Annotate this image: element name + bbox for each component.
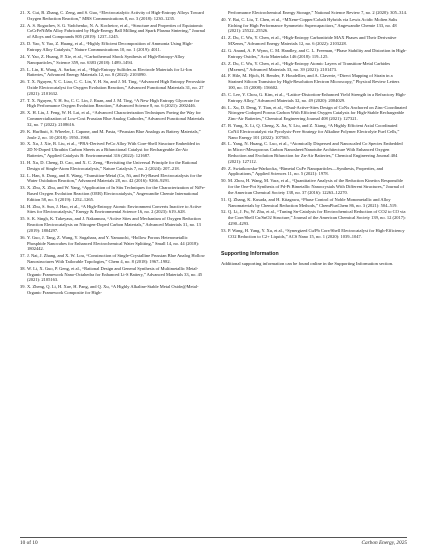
- reference-text: L. Lin, K. Wang, A. Sarkar, et al., “High-Entropy Sulfides as Electrode Materials for Li-Ion Batteries,” Advanced Energy Materials 12, no. 8 (2022): 2103090.: [27, 66, 192, 78]
- reference-item: [221, 228, 407, 240]
- reference-item: [221, 178, 407, 195]
- reference-item: [20, 216, 206, 233]
- reference-text: M. Zhou, H. Wang, M. Vara, et al., “Quantitative Analysis of the Reduction Kinetics Responsible for the One-Pot Synthesis of Pd-Pt Bimetallic Nanocrystals With Different Structures,” Journal of the American Chemical Society 138, no. 37 (2016): 12263–12270.: [228, 178, 404, 195]
- reference-item: [221, 92, 407, 104]
- reference-number: 33.: [20, 185, 26, 191]
- reference-text: H. Zhu, S. Sun, J. Hao, et al., “A High-Entropy Atomic Environment Converts Inactive to Active Sites for Electrocatalysis,” Energy & Environmental Science 16, no. 2 (2023): 619–628.: [27, 203, 202, 215]
- reference-item: [221, 209, 407, 226]
- reference-item: [221, 10, 407, 16]
- reference-number: 24.: [20, 53, 26, 59]
- reference-item: [20, 141, 206, 158]
- reference-item: [20, 41, 206, 53]
- reference-number: 31.: [20, 159, 26, 165]
- reference-number: 53.: [221, 227, 227, 233]
- reference-item: [20, 67, 206, 79]
- reference-text: J. Nai, J. Zhang, and X. W. Lou, “Construction of Single-Crystalline Prussian Blue Analog Hollow Nanostructures With Tailorable Topologies,” Chem 4, no. 8 (2018): 1967–1982.: [27, 253, 205, 264]
- reference-number: 32.: [20, 172, 26, 178]
- reference-number: 36.: [20, 234, 26, 240]
- reference-number: 51.: [221, 196, 227, 202]
- reference-text: K. Hurlbutt, S. Wheeler, I. Capone, and M. Pasta, “Prussian Blue Analogs as Battery Materials,” Joule 2, no. 10 (2018): 1950–1960.: [27, 128, 201, 140]
- reference-item: [221, 35, 407, 47]
- reference-text: G. Anand, A. P. Wynn, C. M. Handley, and C. L. Freeman, “Phase Stability and Distortion in High-Entropy Oxides,” Acta Materialia 146 (2018): 119–125.: [228, 48, 407, 59]
- reference-number: 50.: [221, 178, 227, 184]
- reference-text: Z. Du, C. Wu, Y. Chen, et al., “High-Entropy Carbonitride MAX Phases and Their Derivative MXenes,” Advanced Energy Materials 12, no. 6 (2022): 2103228.: [228, 35, 397, 47]
- reference-text: X. Xu, J. Xie, B. Liu, et al., “PBA-Derived FeCo Alloy With Core-Shell Structure Embedded in 2D N-Doped Ultrathin Carbon Sheets as a Bifunctional Catalyst for Rechargeable Zn-Air Batteries,” Applied Catalysis B: Environmental 316 (2022): 121687.: [27, 141, 200, 158]
- reference-text: Y. Yao, Z. Huang, P. Xie, et al., “Carbothermal Shock Synthesis of High-Entropy-Alloy Nanoparticles,” Science 359, no. 6383 (2018): 1489–1494.: [27, 53, 185, 65]
- reference-item: [20, 54, 206, 66]
- reference-number: 52.: [221, 209, 227, 215]
- reference-number: 45.: [221, 91, 227, 97]
- reference-item: [221, 48, 407, 60]
- reference-text: Q. Zhang, K. Kusada, and H. Kitagawa, “Phase Control of Noble Monometallic and Alloy Nanomaterials by Chemical Reduction Methods,” ChemPlusChem 86, no. 3 (2021): 504–519.: [228, 196, 398, 208]
- reference-text: L. Xu, D. Deng, Y. Tian, et al., “Dual-Active-Sites Design of CoNx Anchored on Zinc-Coordinated Nitrogen-Codoped Porous Carbon With Efficient Oxygen Catalysis for High-Stable Rechargeable Zinc-Air Batteries,” Chemical Engineering Journal 408 (2021): 127321.: [228, 104, 407, 122]
- reference-item: [20, 129, 206, 141]
- reference-item: [221, 105, 407, 122]
- references-section: [20, 10, 407, 297]
- reference-item: [221, 141, 407, 164]
- reference-text: Z. Du, C. Wu, Y. Chen, et al., “High-Entropy Atomic Layers of Transition-Metal Carbides (Mxenes),” Advanced Materials 33, no. 39 (2021): 2101473.: [228, 60, 391, 72]
- right-column: [221, 10, 407, 297]
- reference-item: [221, 73, 407, 90]
- reference-item: [221, 61, 407, 73]
- reference-text: X. Zhu, X. Zhu, and W. Yang, “Application of In Situ Techniques for the Characterization of NiFe-Based Oxygen Evolution Reaction (OER) Electrocatalysts,” Angewandte Chemie International Edition 58, no. 5 (2019): 1252–1265.: [27, 185, 206, 202]
- reference-text: W. Li, X. Guo, P. Geng, et al., “Rational Design and General Synthesis of Multimetallic Metal-Organic Framework Nano-Octahedra for Enhanced Li-S Battery,” Advanced Materials 33, no. 45 (2021): 2105163.: [27, 265, 203, 283]
- reference-text: X. H. Liu, J. Feng, W. H. Lai, et al., “Advanced Characterization Techniques Paving the Way for Commercialization of Low-Cost Prussian Blue Analog Cathodes,” Advanced Functional Materials 32, no. 7 (2022): 2108616.: [27, 110, 205, 127]
- reference-item: [20, 204, 206, 216]
- reference-text: Q. Li, J. Fu, W. Zhu, et al., “Tuning Sn-Catalysis for Electrochemical Reduction of CO2 to CO via the Core/Shell Cu/SnO2 Structure,” Journal of the American Chemical Society 139, no. 12 (2017): 4290–4293.: [228, 209, 406, 226]
- reference-text: D. Yao, Y. Yao, Z. Huang, et al., “Highly Efficient Decomposition of Ammonia Using High-Entropy Alloy Catalysts,” Nature Communications 10, no. 1 (2019): 4011.: [27, 41, 193, 52]
- reference-item: [221, 166, 407, 178]
- reference-item: [20, 266, 206, 283]
- reference-text: Z. Swiatkowska-Warkocka, “Bimetal CuFe Nanoparticles—Synthesis, Properties, and Applications,” Applied Sciences 11, no. 5 (2021): 1978.: [228, 165, 384, 177]
- reference-text: P. Wang, H. Yang, Y. Xu, et al., “Synergized Cu/Pb Core/Shell Electrocatalyst for High-Efficiency CO2 Reduction to C2+ Liquids,” ACS Nano 15, no. 1 (2020): 1039–1047.: [228, 227, 405, 239]
- reference-text: Y. Guo, J. Tang, Z. Wang, Y. Sugahara, and Y. Yamauchi, “Hollow Porous Heterometallic Phosphide Nanocubes for Enhanced Electrochemical Water Splitting,” Small 14, no. 44 (2018): 1802442.: [27, 234, 200, 252]
- reference-number: 34.: [20, 203, 26, 209]
- reference-number: 25.: [20, 66, 26, 72]
- reference-text: Y. Bai, C. Liu, T. Chen, et al., “MXene-Copper/Cobalt Hybrids via Lewis Acidic Molten Salts Etching for High Performance Symmetric Supercapacitors,” Angewandte Chemie 133, no. 48 (2021): 25522–25526.: [228, 16, 398, 34]
- reference-text: T. X. Nguyen, Y. H. Su, C. C. Lin, J. Ruan, and J. M. Ting, “A New High Entropy Glycerate for High Performance Oxygen Evolution Reaction,” Advanced Science 8, no. 6 (2021): 2002446.: [27, 97, 200, 109]
- reference-number: 39.: [20, 284, 26, 290]
- reference-number: 21.: [20, 10, 26, 15]
- reference-number: 27.: [20, 97, 26, 103]
- reference-text: A. S. Rogachev, S. G. Vadchenko, N. A. Kochetov, et al., “Structure and Properties of Equiatomic CoCrFeNiMn Alloy Fabricated by High-Energy Ball Milling and Spark Plasma Sintering,” Journal of Alloys and Compounds 805 (2019): 1237–1245.: [27, 22, 206, 40]
- reference-number: 30.: [20, 141, 26, 147]
- supporting-information-text: Additional supporting information can be found online in the Supporting Information section.: [221, 261, 394, 267]
- reference-number: 48.: [221, 141, 227, 147]
- reference-number: 35.: [20, 216, 26, 222]
- reference-text: H. Xu, D. Cheng, D. Cao, and X. C. Zeng, “Revisiting the Universal Principle for the Rational Design of Single-Atom Electrocatalysts,” Nature Catalysis 7, no. 2 (2024): 207–218.: [27, 159, 198, 171]
- reference-item: [20, 98, 206, 110]
- reference-item: [20, 10, 206, 22]
- reference-text: F. Hile, M. Hjtch, H. Bender, F. Houdellier, and A. Claverie, “Direct Mapping of Strain in a Strained Silicon Transistor by High-Resolution Electron Microscopy,” Physical Review Letters 100, no. 15 (2008): 156602.: [228, 73, 400, 90]
- reference-number: 44.: [221, 73, 227, 79]
- reference-item: [20, 253, 206, 265]
- reference-number: 37.: [20, 253, 26, 259]
- reference-text: S. K. Singh, K. Takeyasu, and J. Nakamura, “Active Sites and Mechanism of Oxygen Reduction Reaction Electrocatalysis on Nitrogen-Doped Carbon Materials,” Advanced Materials 31, no. 13 (2019): 1804297.: [27, 216, 201, 233]
- reference-text: L. Yang, N. Huang, C. Luo, et al., “Atomically Dispersed and Nanoscaled Co Species Embedded in Micro-/Mesoporous Carbon Nanosheet/Nanotube Architecture With Enhanced Oxygen Reduction and Evolution Bifunction for Zn-Air Batteries,” Chemical Engineering Journal 404 (2021): 127112.: [228, 141, 403, 164]
- page-footer: [20, 540, 407, 546]
- page-number: 10 of 10: [20, 540, 38, 546]
- reference-item: [20, 110, 206, 127]
- right-references: [221, 10, 407, 239]
- reference-number: 42.: [221, 48, 227, 54]
- reference-item: [20, 284, 206, 296]
- left-column: [20, 10, 206, 297]
- reference-number: 29.: [20, 128, 26, 134]
- reference-item: [221, 17, 407, 34]
- reference-number: 28.: [20, 110, 26, 116]
- reference-number: 22.: [20, 22, 26, 28]
- reference-text: X. Cui, B. Zhang, C. Zeng, and S. Guo, “Electrocatalytic Activity of High-Entropy Alloys Toward Oxygen Reduction Reaction,” MRS Communications 8, no. 3 (2018): 1230–1235.: [27, 10, 204, 21]
- footer-divider: [20, 537, 407, 538]
- reference-text: C. Lee, Y. Chou, G. Kim, et al., “Lattice-Distortion-Enhanced Yield Strength in a Refractory High-Entropy Alloy,” Advanced Materials 32, no. 49 (2020): 2004029.: [228, 91, 407, 103]
- reference-number: 38.: [20, 265, 26, 271]
- reference-item: [20, 185, 206, 202]
- reference-text: T. X. Nguyen, Y. C. Liao, C. C. Lin, Y. H. Su, and J. M. Ting, “Advanced High Entropy Perovskite Oxide Electrocatalyst for Oxygen Evolution Reaction,” Advanced Functional Materials 31, no. 27 (2021): 2101632.: [27, 79, 205, 96]
- reference-number: 46.: [221, 104, 227, 110]
- reference-item: [221, 123, 407, 140]
- reference-item: [20, 160, 206, 172]
- reference-number: 43.: [221, 60, 227, 66]
- reference-text: B. Yang, X. Li, Q. Cheng, X. Jia, Y. Liu, and Z. Xiang, “A Highly Efficient Axial Coordinated CoN4 Electrocatalyst via Pyrolysis-Free Strategy for Alkaline Polymer Electrolyte Fuel Cells,” Nano Energy 101 (2022): 107565.: [228, 123, 400, 140]
- reference-number: 41.: [221, 35, 227, 41]
- reference-text: L. Han, S. Dong, and E. Wang, “Transition-Metal (Co, Ni, and Fe)-Based Electrocatalysts for the Water Oxidation Reaction,” Advanced Materials 28, no. 42 (2016): 9266–9291.: [27, 172, 202, 184]
- reference-number: 40.: [221, 16, 227, 22]
- reference-text: Performance Electrochemical Energy Storage,” National Science Review 7, no. 2 (2020): 305–314.: [228, 10, 407, 15]
- reference-number: 47.: [221, 123, 227, 128]
- reference-item: [20, 23, 206, 40]
- reference-item: [221, 197, 407, 209]
- journal-name: Carbon Energy, 2025: [361, 540, 407, 546]
- reference-number: 26.: [20, 79, 26, 85]
- supporting-information-heading: Supporting Information: [221, 251, 279, 258]
- reference-item: [20, 79, 206, 96]
- reference-number: 49.: [221, 165, 227, 171]
- reference-text: X. Zheng, Q. Li, H. Xue, H. Pang, and Q. Xu, “A Highly Alkaline-Stable Metal Oxide@Metal-Organic Framework Composite for High-: [27, 284, 199, 296]
- reference-item: [20, 235, 206, 252]
- reference-number: 23.: [20, 41, 26, 47]
- reference-item: [20, 173, 206, 185]
